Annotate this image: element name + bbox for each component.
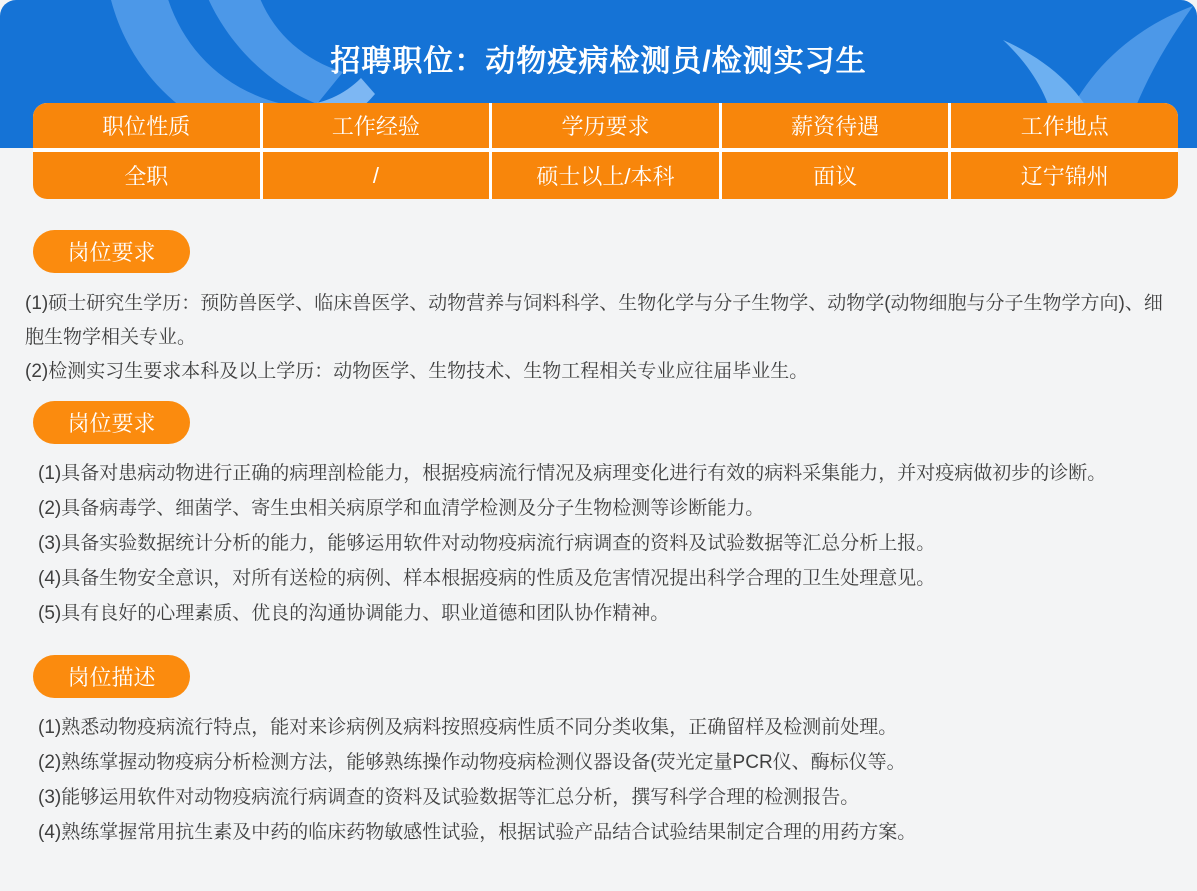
list-item: (2)熟练掌握动物疫病分析检测方法，能够熟练操作动物疫病检测仪器设备(荧光定量PCR仪、酶标仪等。 — [38, 752, 906, 773]
value-experience: / — [263, 152, 490, 199]
list-item: (1)具备对患病动物进行正确的病理剖检能力，根据疫病流行情况及病理变化进行有效的病料采集能力，并对疫病做初步的诊断。 — [38, 463, 1107, 484]
list-item: (5)具有良好的心理素质、优良的沟通协调能力、职业道德和团队协作精神。 — [38, 603, 670, 624]
section-badge-description: 岗位描述 — [33, 655, 190, 698]
value-education: 硕士以上/本科 — [492, 152, 719, 199]
col-header-education: 学历要求 — [492, 103, 719, 148]
job-detail-content — [0, 148, 1197, 850]
section-badge-requirements-1: 岗位要求 — [33, 230, 190, 273]
list-item: (1)熟悉动物疫病流行特点，能对来诊病例及病料按照疫病性质不同分类收集，正确留样及检测前处理。 — [38, 717, 898, 738]
requirements-2-list — [0, 456, 1197, 631]
job-info-table — [33, 103, 1178, 199]
value-salary: 面议 — [722, 152, 949, 199]
col-header-job-type: 职位性质 — [33, 103, 260, 148]
requirements-1-list — [0, 287, 1197, 389]
section-requirements-2 — [0, 389, 1197, 631]
col-header-experience: 工作经验 — [263, 103, 490, 148]
list-item: (2)具备病毒学、细菌学、寄生虫相关病原学和血清学检测及分子生物检测等诊断能力。 — [38, 498, 765, 519]
value-job-type: 全职 — [33, 152, 260, 199]
col-header-salary: 薪资待遇 — [722, 103, 949, 148]
list-item: (3)能够运用软件对动物疫病流行病调查的资料及试验数据等汇总分析，撰写科学合理的检测报告。 — [38, 787, 860, 808]
list-item: (4)具备生物安全意识，对所有送检的病例、样本根据疫病的性质及危害情况提出科学合理的卫生处理意见。 — [38, 568, 936, 589]
col-header-location: 工作地点 — [951, 103, 1178, 148]
value-location: 辽宁锦州 — [951, 152, 1178, 199]
page-title: 招聘职位：动物疫病检测员/检测实习生 — [330, 45, 867, 78]
list-item: (1)硕士研究生学历：预防兽医学、临床兽医学、动物营养与饲料科学、生物化学与分子生物学、动物学(动物细胞与分子生物学方向)、细胞生物学相关专业。 — [25, 293, 1163, 348]
list-item: (3)具备实验数据统计分析的能力，能够运用软件对动物疫病流行病调查的资料及试验数据等汇总分析上报。 — [38, 533, 936, 554]
section-badge-requirements-2: 岗位要求 — [33, 401, 190, 444]
section-description — [0, 631, 1197, 850]
description-list — [0, 710, 1197, 850]
section-requirements-1 — [0, 230, 1197, 389]
list-item: (2)检测实习生要求本科及以上学历：动物医学、生物技术、生物工程相关专业应往届毕业生。 — [25, 361, 809, 382]
list-item: (4)熟练掌握常用抗生素及中药的临床药物敏感性试验，根据试验产品结合试验结果制定合理的用药方案。 — [38, 822, 917, 843]
